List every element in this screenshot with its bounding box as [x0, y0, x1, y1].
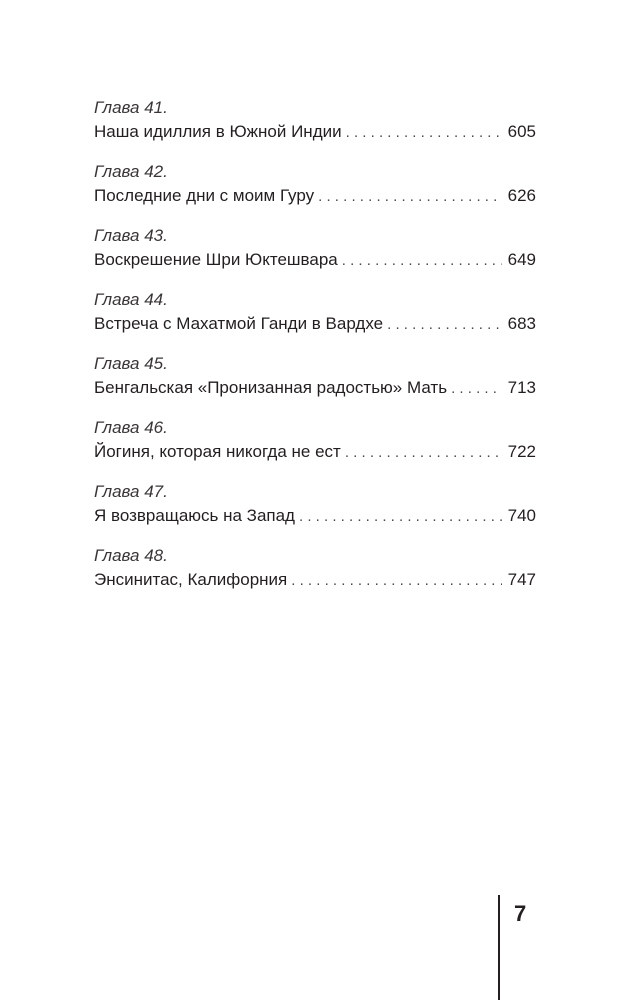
chapter-page-number: 626	[507, 186, 536, 205]
toc-line	[94, 441, 536, 463]
dot-leader	[342, 250, 502, 272]
toc-entry[interactable]	[94, 290, 536, 354]
chapter-title: Энсинитас, Калифорния	[94, 570, 288, 589]
dot-leader	[387, 314, 502, 336]
dot-leader	[346, 122, 502, 144]
chapter-title: Йогиня, которая никогда не ест	[94, 442, 341, 461]
toc-entry[interactable]	[94, 226, 536, 290]
toc-entry[interactable]	[94, 418, 536, 482]
chapter-page-number: 683	[507, 314, 536, 333]
dot-leader	[299, 506, 502, 528]
folio-divider	[498, 895, 500, 1000]
toc-line	[94, 313, 536, 335]
chapter-page-number: 713	[507, 378, 536, 397]
dot-leader	[451, 378, 502, 400]
chapter-label: Глава 44.	[94, 290, 168, 309]
table-of-contents	[94, 98, 536, 610]
chapter-page-number: 605	[507, 122, 536, 141]
chapter-title: Я возвращаюсь на Запад	[94, 506, 295, 525]
chapter-label: Глава 45.	[94, 354, 168, 373]
chapter-label: Глава 48.	[94, 546, 168, 565]
chapter-title: Наша идиллия в Южной Индии	[94, 122, 342, 141]
dot-leader	[291, 570, 501, 592]
dot-leader	[345, 442, 502, 464]
toc-line	[94, 377, 536, 399]
chapter-title: Последние дни с моим Гуру	[94, 186, 315, 205]
dot-leader	[318, 186, 502, 208]
toc-entry[interactable]	[94, 98, 536, 162]
chapter-page-number: 747	[507, 570, 536, 589]
chapter-label: Глава 47.	[94, 482, 168, 501]
toc-entry[interactable]	[94, 162, 536, 226]
chapter-label: Глава 42.	[94, 162, 168, 181]
toc-line	[94, 185, 536, 207]
toc-entry[interactable]	[94, 354, 536, 418]
toc-entry[interactable]	[94, 546, 536, 610]
chapter-label: Глава 46.	[94, 418, 168, 437]
toc-line	[94, 505, 536, 527]
chapter-title: Встреча с Махатмой Ганди в Вардхе	[94, 314, 384, 333]
chapter-page-number: 740	[507, 506, 536, 525]
chapter-page-number: 649	[507, 250, 536, 269]
chapter-label: Глава 41.	[94, 98, 168, 117]
toc-line	[94, 121, 536, 143]
toc-line	[94, 249, 536, 271]
toc-entry[interactable]	[94, 482, 536, 546]
toc-line	[94, 569, 536, 591]
chapter-title: Бенгальская «Пронизанная радостью» Мать	[94, 378, 448, 397]
chapter-title: Воскрешение Шри Юктешвара	[94, 250, 338, 269]
page-number: 7	[514, 901, 527, 926]
chapter-page-number: 722	[507, 442, 536, 461]
chapter-label: Глава 43.	[94, 226, 168, 245]
